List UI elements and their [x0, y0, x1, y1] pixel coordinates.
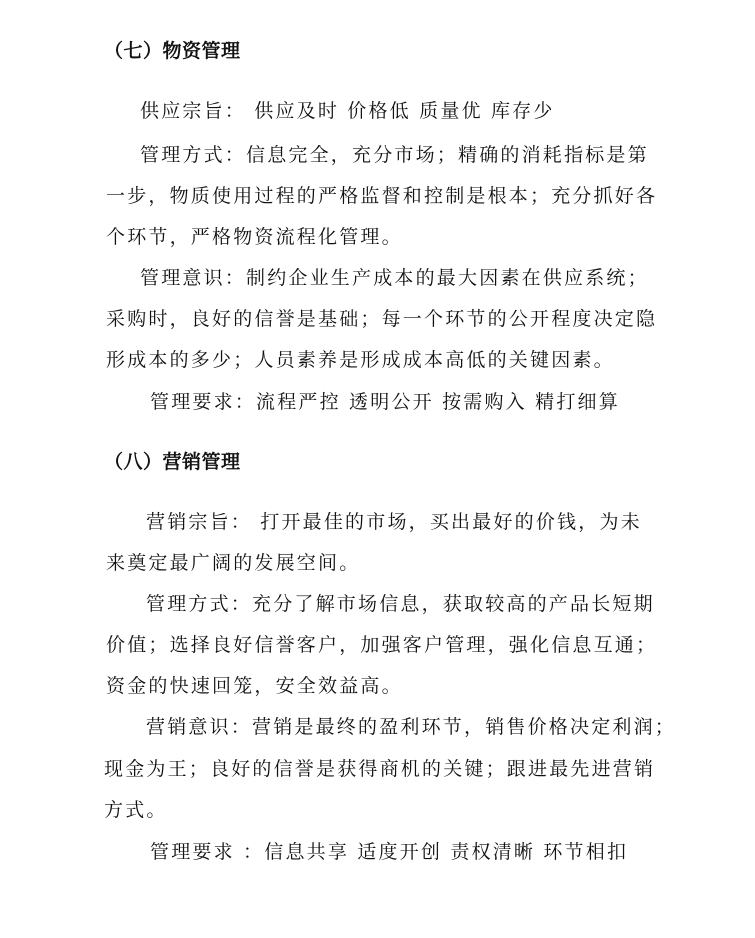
- section-8-awareness-line-3: 方式。: [104, 799, 168, 821]
- section-8-purpose-line-1: 营销宗旨： 打开最佳的市场，买出最好的价钱，为未: [146, 511, 642, 533]
- section-8-method-line-3: 资金的快速回笼，安全效益高。: [106, 675, 403, 697]
- section-8-heading: （八）营销管理: [104, 451, 241, 473]
- section-8-awareness-line-1: 营销意识：营销是最终的盈利环节，销售价格决定利润；: [146, 716, 677, 738]
- section-8-method-line-2: 价值；选择良好信誉客户，加强客户管理，强化信息互通；: [106, 634, 658, 656]
- section-7-awareness-line-3: 形成本的多少；人员素养是形成成本高低的关键因素。: [106, 349, 615, 371]
- section-7-heading: （七）物资管理: [104, 40, 241, 62]
- section-8-requirements: 管理要求 ：信息共享 适度开创 责权清晰 环节相扣: [150, 841, 629, 863]
- section-8-awareness-line-2: 现金为王；良好的信誉是获得商机的关键；跟进最先进营销: [104, 758, 656, 780]
- section-8-method-line-1: 管理方式：充分了解市场信息，获取较高的产品长短期: [146, 593, 655, 615]
- section-7-method-line-2: 一步，物质使用过程的严格监督和控制是根本；充分抓好各: [106, 185, 658, 207]
- section-7-requirements: 管理要求：流程严控 透明公开 按需购入 精打细算: [150, 391, 620, 413]
- section-7-method-line-3: 个环节，严格物资流程化管理。: [106, 226, 403, 248]
- section-7-awareness-line-2: 采购时，良好的信誉是基础；每一个环节的公开程度决定隐: [106, 308, 658, 330]
- section-7-awareness-line-1: 管理意识：制约企业生产成本的最大因素在供应系统；: [140, 267, 649, 289]
- section-7-method-line-1: 管理方式：信息完全，充分市场；精确的消耗指标是第: [140, 144, 649, 166]
- section-7-purpose: 供应宗旨： 供应及时 价格低 质量优 库存少: [140, 100, 555, 122]
- section-8-purpose-line-2: 来奠定最广阔的发展空间。: [106, 552, 361, 574]
